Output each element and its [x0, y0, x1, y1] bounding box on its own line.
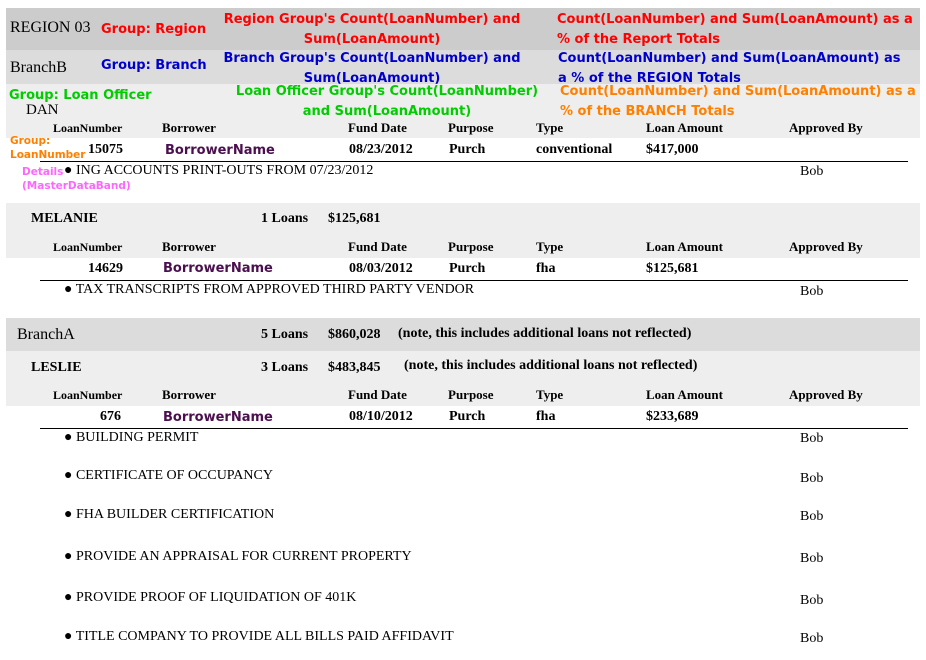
condition-text: BUILDING PERMIT — [75, 430, 199, 445]
annotation-region-count: Region Group's Count(LoanNumber) and Sum(LoanAmount) — [223, 12, 521, 47]
condition-approver: Bob — [800, 631, 824, 646]
annotation-branch-percent: Count(LoanNumber) and Sum(LoanAmount) as a % of the REGION Totals — [558, 51, 901, 86]
officer-loan-count: 3 Loans — [261, 360, 309, 375]
condition-text: PROVIDE PROOF OF LIQUIDATION OF 401K — [75, 590, 357, 605]
condition-approver: Bob — [800, 284, 824, 299]
column-header-approved-by: Approved By — [789, 239, 863, 254]
annotation-region-percent: Count(LoanNumber) and Sum(LoanAmount) as a % of the Report Totals — [557, 12, 913, 47]
column-header-loan-amount: Loan Amount — [646, 239, 723, 254]
row-divider — [40, 428, 908, 429]
column-header-approved-by: Approved By — [789, 387, 863, 402]
loan-type: fha — [536, 261, 556, 276]
condition-item: ● CERTIFICATE OF OCCUPANCY — [64, 468, 273, 483]
branch-loan-count: 5 Loans — [261, 327, 309, 342]
condition-text: TITLE COMPANY TO PROVIDE ALL BILLS PAID AFFIDAVIT — [75, 629, 454, 644]
condition-item: ● PROVIDE PROOF OF LIQUIDATION OF 401K — [64, 590, 357, 605]
column-header-purpose: Purpose — [448, 387, 494, 402]
column-header-loan-number: LoanNumber — [53, 388, 123, 402]
column-header-fund-date: Fund Date — [348, 387, 407, 402]
officer-name: MELANIE — [31, 211, 98, 226]
loan-number: 14629 — [88, 261, 123, 276]
officer-band — [6, 203, 920, 236]
column-header-type: Type — [536, 239, 564, 254]
column-header-loan-amount: Loan Amount — [646, 120, 723, 135]
branch-name: BranchA — [17, 326, 75, 343]
branch-loan-sum: $860,028 — [328, 327, 381, 342]
condition-item: ● BUILDING PERMIT — [64, 430, 199, 445]
officer-loan-sum: $125,681 — [328, 211, 381, 226]
officer-note: (note, this includes additional loans not reflected) — [404, 358, 698, 373]
condition-text: CERTIFICATE OF OCCUPANCY — [75, 468, 273, 483]
condition-text: PROVIDE AN APPRAISAL FOR CURRENT PROPERTY — [75, 549, 412, 564]
column-header-fund-date: Fund Date — [348, 120, 407, 135]
column-header-borrower: Borrower — [162, 120, 216, 135]
column-header-borrower: Borrower — [162, 387, 216, 402]
loan-type: fha — [536, 409, 556, 424]
column-header-purpose: Purpose — [448, 120, 494, 135]
loan-number: 676 — [100, 409, 121, 424]
condition-item: ● TITLE COMPANY TO PROVIDE ALL BILLS PAID AFFIDAVIT — [64, 629, 454, 644]
borrower-name: BorrowerName — [165, 143, 275, 158]
condition-item: ● PROVIDE AN APPRAISAL FOR CURRENT PROPERTY — [64, 549, 412, 564]
column-header-borrower: Borrower — [162, 239, 216, 254]
region-name: REGION 03 — [10, 19, 91, 36]
annotation-group-branch: Group: Branch — [101, 58, 207, 73]
condition-item: ● ING ACCOUNTS PRINT-OUTS FROM 07/23/2012 — [64, 163, 374, 178]
condition-text: FHA BUILDER CERTIFICATION — [75, 507, 275, 522]
column-header-loan-amount: Loan Amount — [646, 387, 723, 402]
condition-approver: Bob — [800, 551, 824, 566]
borrower-name: BorrowerName — [163, 410, 273, 425]
fund-date: 08/23/2012 — [349, 142, 413, 157]
condition-approver: Bob — [800, 431, 824, 446]
borrower-name: BorrowerName — [163, 261, 273, 276]
fund-date: 08/03/2012 — [349, 261, 413, 276]
row-divider — [40, 161, 908, 162]
condition-approver: Bob — [800, 593, 824, 608]
loan-amount: $125,681 — [646, 261, 699, 276]
column-header-fund-date: Fund Date — [348, 239, 407, 254]
annotation-group-loannumber: Group: LoanNumber — [10, 135, 86, 161]
column-header-loan-number: LoanNumber — [53, 121, 123, 135]
annotation-officer-percent: Count(LoanNumber) and Sum(LoanAmount) as a % of the BRANCH Totals — [560, 84, 916, 119]
loan-number: 15075 — [88, 142, 123, 157]
column-header-purpose: Purpose — [448, 239, 494, 254]
branch-note: (note, this includes additional loans not reflected) — [398, 326, 692, 341]
annotation-branch-count: Branch Group's Count(LoanNumber) and Sum(LoanAmount) — [223, 51, 521, 86]
condition-approver: Bob — [800, 509, 824, 524]
officer-loan-sum: $483,845 — [328, 360, 381, 375]
branch-name: BranchB — [10, 59, 67, 76]
loan-amount: $233,689 — [646, 409, 699, 424]
annotation-group-officer: Group: Loan Officer — [9, 88, 152, 103]
condition-item: ● TAX TRANSCRIPTS FROM APPROVED THIRD PARTY VENDOR — [64, 282, 475, 297]
column-header-approved-by: Approved By — [789, 120, 863, 135]
condition-item: ● FHA BUILDER CERTIFICATION — [64, 507, 275, 522]
fund-date: 08/10/2012 — [349, 409, 413, 424]
column-header-type: Type — [536, 120, 564, 135]
annotation-officer-count: Loan Officer Group's Count(LoanNumber) and Sum(LoanAmount) — [235, 84, 539, 119]
condition-text: TAX TRANSCRIPTS FROM APPROVED THIRD PARTY VENDOR — [75, 282, 475, 297]
column-header-type: Type — [536, 387, 564, 402]
officer-loan-count: 1 Loans — [261, 211, 309, 226]
purpose: Purch — [449, 142, 486, 157]
loan-type: conventional — [536, 142, 613, 157]
loan-amount: $417,000 — [646, 142, 699, 157]
annotation-details: Details (MasterDataBand) — [22, 166, 131, 192]
purpose: Purch — [449, 261, 486, 276]
row-divider — [40, 280, 908, 281]
column-header-loan-number: LoanNumber — [53, 240, 123, 254]
purpose: Purch — [449, 409, 486, 424]
officer-name: DAN — [26, 102, 59, 118]
condition-approver: Bob — [800, 164, 824, 179]
officer-name: LESLIE — [31, 360, 82, 375]
annotation-group-region: Group: Region — [101, 22, 207, 37]
condition-text: ING ACCOUNTS PRINT-OUTS FROM 07/23/2012 — [75, 163, 374, 178]
condition-approver: Bob — [800, 471, 824, 486]
